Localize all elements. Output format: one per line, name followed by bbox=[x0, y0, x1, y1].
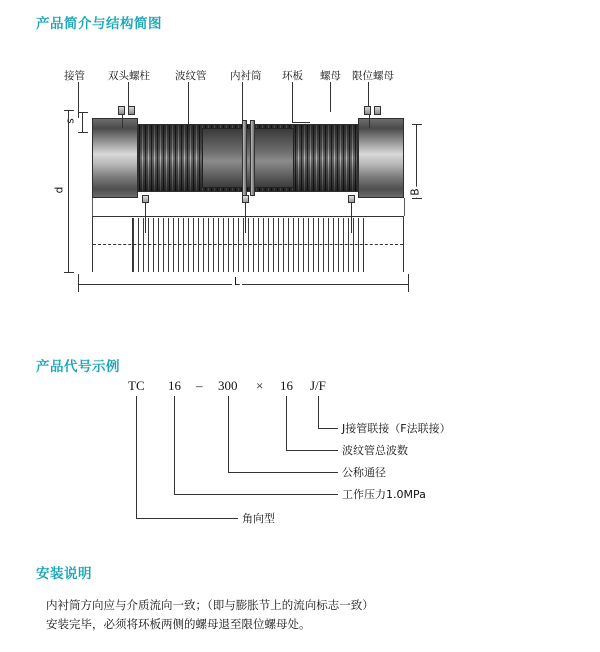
label-bellows: 波纹管 bbox=[175, 70, 207, 82]
tie-rod-right bbox=[351, 203, 353, 233]
structure-diagram bbox=[53, 68, 540, 298]
dim-label-d: d bbox=[53, 186, 66, 194]
dim-label-L: L bbox=[234, 276, 240, 288]
dim-tick-d-bottom bbox=[64, 272, 74, 273]
section-hatching bbox=[133, 218, 363, 272]
stud-nut-right-2 bbox=[374, 106, 381, 115]
ring-plate-right bbox=[250, 120, 255, 196]
dim-line-s bbox=[82, 112, 83, 132]
code-leader-diameter bbox=[228, 396, 229, 472]
section-pipe-end-left bbox=[93, 218, 133, 272]
dim-tick-d-top bbox=[64, 110, 74, 111]
install-note-1: 内衬筒方向应与介质流向一致；（即与膨胀节上的流向标志一致） bbox=[46, 598, 374, 612]
code-desc-waves: 波纹管总波数 bbox=[342, 444, 408, 457]
dim-tick-L-left bbox=[78, 274, 79, 292]
code-kink-waves bbox=[286, 450, 338, 451]
dim-tick-s-top bbox=[78, 112, 88, 113]
code-token-times: × bbox=[256, 378, 264, 393]
code-leader-type bbox=[136, 396, 137, 518]
dim-tick-B-top bbox=[412, 124, 422, 125]
section-heading-code: 产品代号示例 bbox=[36, 359, 120, 375]
pipe-end-right bbox=[358, 118, 404, 198]
dim-label-s: s bbox=[64, 118, 77, 124]
label-limit-nut: 限位螺母 bbox=[352, 70, 394, 82]
leader-nut bbox=[330, 82, 331, 112]
dim-tick-B-bottom bbox=[412, 198, 422, 199]
lower-section-view bbox=[92, 216, 404, 272]
product-code-diagram bbox=[60, 378, 540, 538]
label-ring-plate: 环板 bbox=[282, 70, 303, 82]
code-token-waves: 16 bbox=[280, 378, 293, 393]
tie-nut-right bbox=[348, 195, 355, 203]
tie-nut-mid bbox=[242, 195, 249, 203]
code-desc-type: 角向型 bbox=[242, 512, 275, 525]
code-leader-pressure bbox=[174, 396, 175, 494]
code-leader-joint bbox=[318, 396, 319, 428]
section-pipe-end-right bbox=[363, 218, 403, 272]
extension-line-right bbox=[404, 198, 405, 216]
dim-line-d bbox=[68, 110, 69, 272]
code-token-joint: J/F bbox=[310, 378, 326, 393]
stud-nut-left-2 bbox=[128, 106, 135, 115]
code-kink-joint bbox=[318, 428, 338, 429]
install-note-2: 安装完毕，必须将环板两侧的螺母退至限位螺母处。 bbox=[46, 617, 311, 631]
section-heading-intro: 产品简介与结构简图 bbox=[36, 16, 162, 32]
install-notes bbox=[46, 596, 566, 634]
section-heading-install: 安装说明 bbox=[36, 566, 92, 582]
code-desc-pressure: 工作压力1.0MPa bbox=[342, 488, 426, 501]
center-line bbox=[93, 244, 403, 245]
dim-label-B: B bbox=[409, 188, 422, 196]
code-token-pressure: 16 bbox=[168, 378, 181, 393]
liner-sleeve bbox=[202, 128, 294, 188]
code-token-dash: – bbox=[196, 378, 203, 393]
code-kink-type bbox=[136, 518, 238, 519]
code-kink-pressure bbox=[174, 494, 338, 495]
code-token-diameter: 300 bbox=[218, 378, 238, 393]
dim-tick-s-bottom bbox=[78, 132, 88, 133]
stud-rod-left bbox=[122, 114, 124, 128]
code-leader-waves bbox=[286, 396, 287, 450]
code-desc-diameter: 公称通径 bbox=[342, 466, 386, 479]
label-liner: 内衬筒 bbox=[230, 70, 262, 82]
dim-line-L bbox=[78, 284, 408, 285]
dim-tick-L-right bbox=[408, 274, 409, 292]
tie-rod-mid bbox=[245, 203, 247, 233]
label-pipe-connection: 接管 bbox=[64, 70, 85, 82]
label-double-end-stud: 双头螺柱 bbox=[108, 70, 150, 82]
code-desc-joint: J接管联接（F法联接） bbox=[342, 422, 451, 435]
extension-line-left bbox=[92, 198, 93, 216]
upper-view bbox=[92, 118, 404, 198]
code-kink-diameter bbox=[228, 472, 338, 473]
pipe-end-left bbox=[92, 118, 138, 198]
ring-plate-left bbox=[242, 120, 247, 196]
tie-nut-left bbox=[142, 195, 149, 203]
leader-ring-plate bbox=[292, 82, 293, 122]
code-token-type: TC bbox=[128, 378, 145, 393]
tie-rod-left bbox=[145, 203, 147, 233]
label-nut: 螺母 bbox=[320, 70, 341, 82]
stud-rod-right bbox=[369, 114, 371, 128]
